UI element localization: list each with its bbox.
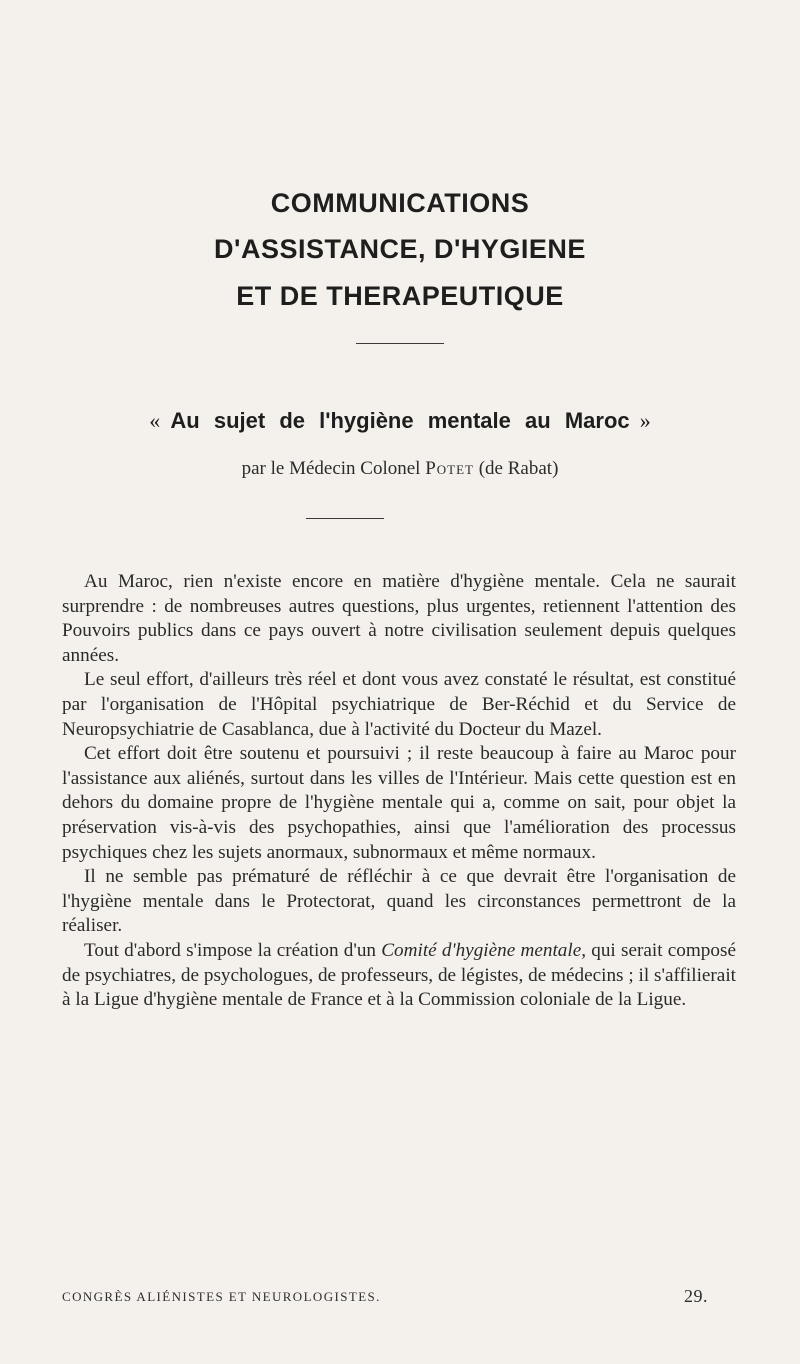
title-word: sujet [213,408,266,433]
paragraph: Le seul effort, d'ailleurs très réel et dont vous avez constaté le résultat, est constitué par l'organisation de l'Hôpital psychiatrique de Ber-Réchid et du Service de Neuropsychiatrie de Casablanca, due à l'activité du Docteur du Mazel. [62,669,736,740]
author-name: Potet [425,458,474,479]
title-word: l'hygiène [319,408,414,433]
title-close-quote: » [639,408,651,433]
page-number: 29. [684,1286,708,1306]
page-footer [62,1286,738,1306]
paragraph-text: Tout d'abord s'impose la création d'un [84,939,382,961]
heading-divider [356,343,444,344]
byline-prefix: par le Médecin Colonel [241,458,426,479]
paragraph [62,939,736,1013]
title-word: mentale [427,408,511,433]
paragraph: Cet effort doit être soutenu et poursuivi ; il reste beaucoup à faire au Maroc pour l'assistance aux aliénés, surtout dans les villes de l'Intérieur. Mais cette question est en dehors du domaine propre de l'hygiène mentale qui a, comme on sait, pour objet la préservation vis-à-vis des psychopathies, ainsi que l'amélioration des processus psychiques chez les sujets anormaux, subnormaux et même normaux. [62,743,736,863]
author-byline [0,458,800,480]
article-body [62,570,736,1013]
section-heading-line-2: D'ASSISTANCE, D'HYGIENE [214,234,586,264]
title-word: au [525,408,551,433]
title-word: Maroc [564,408,630,433]
byline-suffix: (de Rabat) [473,458,559,479]
italic-term: Comité d'hygiène mentale, [381,939,587,961]
paragraph: Il ne semble pas prématuré de réfléchir à ce que devrait être l'organisation de l'hygiène mentale dans le Protectorat, quand les circonstances permettront de la réaliser. [62,866,736,937]
title-word: de [279,408,305,433]
title-open-quote: « [149,408,161,433]
title-word: Au [170,408,200,433]
section-heading-line-3: ET DE THERAPEUTIQUE [236,281,564,311]
paragraph: Au Maroc, rien n'existe encore en matière d'hygiène mentale. Cela ne saurait surprendre : de nombreuses autres questions, plus urgentes, retiennent l'attention des Pouvoirs publics dans ce pays ouvert à notre civilisation seulement depuis quelques années. [62,571,736,666]
byline-divider [306,518,384,519]
section-heading-line-1: COMMUNICATIONS [270,188,530,218]
signature-mark: CONGRÈS ALIÉNISTES ET NEUROLOGISTES. [62,1289,381,1304]
paragraph-text: qui serait composé de psychiatres, de psychologues, de professeurs, de légistes, de médecins ; il s'affilierait à la Ligue d'hygiène mentale de France et à la Commission coloniale de la Ligue. [62,939,736,1011]
article-title [0,408,800,434]
